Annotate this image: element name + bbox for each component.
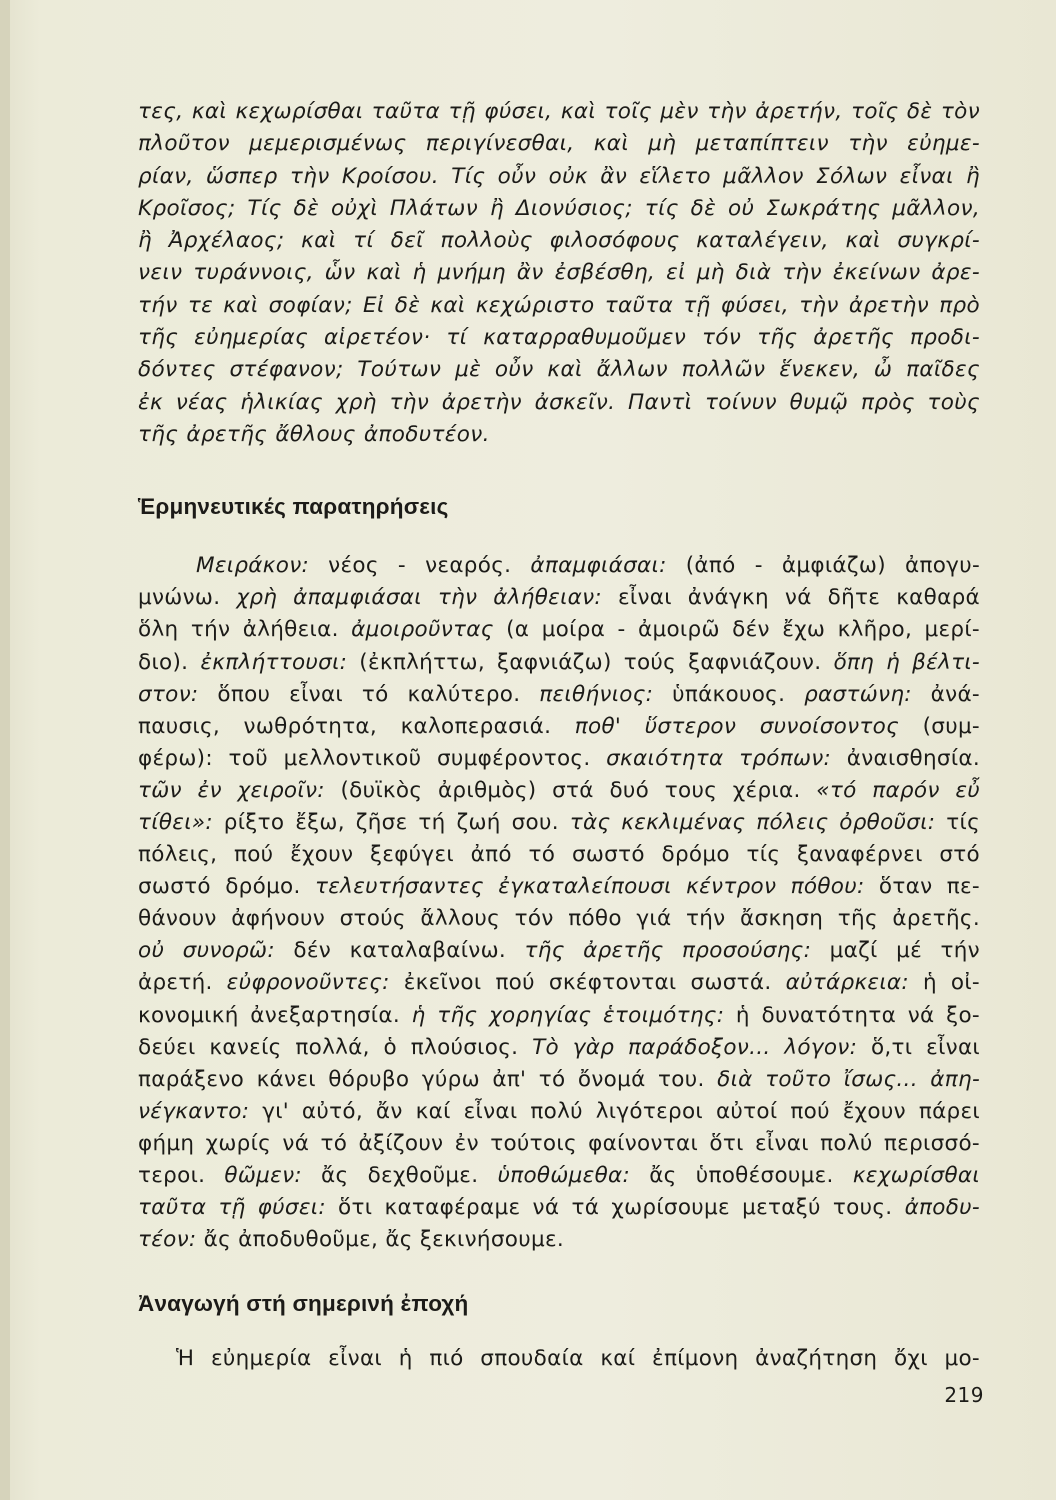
heading-modern-application: Ἀναγωγή στή σημερινή ἐποχή bbox=[138, 1291, 469, 1317]
glossed-term: στον: bbox=[138, 681, 199, 707]
gloss-text: ὅτι καταφέραμε νά τά χωρίσουμε μεταξύ τους. bbox=[325, 1195, 905, 1221]
glossed-term: πειθήνιος: bbox=[539, 681, 654, 707]
glossed-term: Τὸ γὰρ παράδοξον... λόγον: bbox=[532, 1034, 858, 1060]
gloss-text: παυσις, νωθρότητα, καλοπερασιά. bbox=[138, 713, 575, 739]
gloss-text: τεροι. bbox=[138, 1163, 225, 1189]
glossed-term: σκαιότητα τρόπων: bbox=[606, 745, 832, 771]
note-line bbox=[138, 1128, 980, 1160]
note-line bbox=[138, 582, 980, 614]
glossed-term: χρὴ ἀπαμφιάσαι τὴν ἀλήθειαν: bbox=[236, 585, 602, 611]
page-content bbox=[138, 96, 980, 1375]
glossed-term: τῆς ἀρετῆς προσούσης: bbox=[524, 938, 812, 964]
passage-line: τες, καὶ κεχωρίσθαι ταῦτα τῇ φύσει, καὶ τοῖς μὲν τὴν ἀρετήν, τοῖς δὲ τὸν bbox=[138, 99, 980, 124]
glossed-term: Μειράκον: bbox=[196, 553, 310, 579]
gloss-text: ἄς ἀποδυθοῦμε, ἄς ξεκινήσουμε. bbox=[196, 1227, 564, 1253]
note-line bbox=[138, 711, 980, 743]
interpretive-notes-paragraph bbox=[138, 550, 980, 1256]
heading-interpretive-notes: Ἑρμηνευτικές παρατηρήσεις bbox=[138, 494, 449, 520]
gloss-text: ἀρετή. bbox=[138, 970, 227, 996]
note-line bbox=[138, 743, 980, 775]
glossed-term: τῶν ἐν χειροῖν: bbox=[138, 777, 325, 803]
gloss-text: φήμη χωρίς νά τό ἀξίζουν ἐν τούτοις φαίνονται ὅτι εἶναι πολύ περισσό- bbox=[138, 1130, 980, 1156]
passage-line: ρίαν, ὥσπερ τὴν Κροίσου. Τίς οὖν οὐκ ἂν εἵλετο μᾶλλον Σόλων εἶναι ἢ bbox=[138, 163, 980, 189]
gloss-text: ἐκεῖνοι πού σκέφτονται σωστά. bbox=[389, 970, 786, 996]
gloss-text: (α μοίρα - ἀμοιρῶ δέν ἔχω κλῆρο, μερί- bbox=[493, 617, 980, 643]
glossed-term: ἀπαμφιάσαι: bbox=[530, 553, 667, 579]
glossed-term: ἀμοιροῦντας bbox=[351, 617, 494, 643]
gloss-text: (ἐκπλήττω, ξαφνιάζω) τούς ξαφνιάζουν. bbox=[347, 649, 834, 675]
gloss-text: ἡ δυνατότητα νά ξο- bbox=[724, 1002, 980, 1028]
note-line bbox=[138, 775, 980, 807]
gloss-text: δεύει κανείς πολλά, ὁ πλούσιος. bbox=[138, 1034, 533, 1060]
note-line bbox=[138, 550, 980, 582]
gloss-text: δέν καταλαβαίνω. bbox=[274, 938, 525, 964]
note-line bbox=[138, 903, 980, 935]
gloss-text: ὅταν πε- bbox=[864, 874, 980, 900]
modern-text-line: Ἡ εὐημερία εἶναι ἡ πιό σπουδαία καί ἐπίμονη ἀναζήτηση ὄχι μο- bbox=[176, 1346, 980, 1372]
gloss-text: εἶναι ἀνάγκη νά δῆτε καθαρά bbox=[601, 585, 980, 611]
gloss-text: τίς bbox=[935, 810, 980, 836]
note-line bbox=[138, 1032, 980, 1064]
note-line bbox=[138, 1224, 980, 1256]
passage-line: πλοῦτον μεμερισμένως περιγίνεσθαι, καὶ μὴ μεταπίπτειν τὴν εὐημε- bbox=[138, 131, 980, 157]
gloss-text: γι' αὐτό, ἄν καί εἶναι πολύ λιγότεροι αὐτοί πού ἔχουν πάρει bbox=[249, 1098, 980, 1124]
gloss-text: πόλεις, πού ἔχουν ξεφύγει ἀπό τό σωστό δρόμο τίς ξαναφέρνει στό bbox=[138, 842, 980, 868]
ancient-greek-passage bbox=[138, 96, 980, 451]
gloss-text: κονομική ἀνεξαρτησία. bbox=[138, 1002, 412, 1028]
note-line bbox=[138, 1096, 980, 1128]
note-line bbox=[138, 807, 980, 839]
gloss-text: σωστό δρόμο. bbox=[138, 874, 316, 900]
gloss-text: ἀνά- bbox=[911, 681, 980, 707]
note-line bbox=[138, 967, 980, 999]
passage-line: ἐκ νέας ἡλικίας χρὴ τὴν ἀρετὴν ἀσκεῖν. Παντὶ τοίνυν θυμῷ πρὸς τοὺς bbox=[138, 389, 980, 415]
gloss-text: ὑπάκουος. bbox=[653, 681, 805, 707]
gloss-text: (συμ- bbox=[899, 713, 980, 739]
glossed-term: ραστώνη: bbox=[804, 681, 912, 707]
glossed-term: κεχωρίσθαι bbox=[852, 1163, 980, 1189]
glossed-term: ὅπη ἡ βέλτι- bbox=[833, 649, 980, 675]
gloss-text: παράξενο κάνει θόρυβο γύρω ἀπ' τό ὄνομά του. bbox=[138, 1066, 718, 1092]
glossed-term: οὐ συνορῶ: bbox=[138, 938, 275, 964]
glossed-term: τίθει»: bbox=[138, 810, 213, 836]
glossed-term: τὰς κεκλιμένας πόλεις ὀρθοῦσι: bbox=[569, 810, 936, 836]
note-line bbox=[138, 1160, 980, 1192]
gloss-text: μνώνω. bbox=[138, 585, 237, 611]
glossed-term: νέγκαντο: bbox=[138, 1098, 250, 1124]
gloss-text: ἄς δεχθοῦμε. bbox=[301, 1163, 498, 1189]
page-number: 219 bbox=[944, 1383, 984, 1407]
passage-line: τῆς ἀρετῆς ἄθλους ἀποδυτέον. bbox=[138, 421, 490, 447]
glossed-term: τελευτήσαντες ἐγκαταλείπουσι κέντρον πόθου: bbox=[315, 874, 865, 900]
gloss-text: (ἀπό - ἀμφιάζω) ἀπογυ- bbox=[666, 553, 981, 579]
gloss-text: ὅπου εἶναι τό καλύτερο. bbox=[198, 681, 540, 707]
glossed-term: εὐφρονοῦντες: bbox=[226, 970, 390, 996]
passage-line: τήν τε καὶ σοφίαν; Εἰ δὲ καὶ κεχώριστο ταῦτα τῇ φύσει, τὴν ἀρετὴν πρὸ bbox=[138, 292, 980, 318]
gloss-text: φέρω): τοῦ μελλοντικοῦ συμφέροντος. bbox=[138, 745, 607, 771]
glossed-term: αὐτάρκεια: bbox=[785, 970, 909, 996]
gloss-text: ἀναισθησία. bbox=[831, 745, 980, 771]
glossed-term: «τό παρόν εὖ bbox=[816, 777, 980, 803]
passage-line: ἢ Ἀρχέλαος; καὶ τί δεῖ πολλοὺς φιλοσόφους καταλέγειν, καὶ συγκρί- bbox=[138, 228, 980, 254]
gloss-text: διο). bbox=[138, 649, 201, 675]
glossed-term: τέον: bbox=[138, 1227, 197, 1253]
gloss-text: ἡ οἰ- bbox=[908, 970, 980, 996]
passage-line: δόντες στέφανον; Τούτων μὲ οὖν καὶ ἄλλων πολλῶν ἕνεκεν, ὦ παῖδες bbox=[138, 357, 980, 383]
glossed-term: ποθ' ὕστερον συνοίσοντος bbox=[574, 713, 900, 739]
glossed-term: ταῦτα τῇ φύσει: bbox=[138, 1195, 326, 1221]
gloss-text: νέος - νεαρός. bbox=[309, 553, 531, 579]
note-line bbox=[138, 1000, 980, 1032]
gloss-text: ὅ,τι εἶναι bbox=[857, 1034, 981, 1060]
note-line bbox=[138, 935, 980, 967]
note-line bbox=[138, 1064, 980, 1096]
glossed-term: ἐκπλήττουσι: bbox=[200, 649, 348, 675]
glossed-term: ὑποθώμεθα: bbox=[497, 1163, 631, 1189]
passage-line: Κροῖσος; Τίς δὲ οὐχὶ Πλάτων ἢ Διονύσιος; τίς δὲ οὐ Σωκράτης μᾶλλον, bbox=[138, 195, 980, 221]
glossed-term: διὰ τοῦτο ἴσως... ἀπη- bbox=[717, 1066, 980, 1092]
note-line bbox=[138, 1192, 980, 1224]
note-line bbox=[138, 839, 980, 871]
passage-line: τῆς εὐημερίας αἱρετέον· τί καταρραθυμοῦμεν τόν τῆς ἀρετῆς προδι- bbox=[138, 325, 980, 351]
gloss-text: ρίξτο ἔξω, ζῆσε τή ζωή σου. bbox=[212, 810, 570, 836]
note-line bbox=[138, 871, 980, 903]
glossed-term: ἡ τῆς χορηγίας ἑτοιμότης: bbox=[411, 1002, 725, 1028]
glossed-term: θῶμεν: bbox=[224, 1163, 302, 1189]
note-line bbox=[138, 679, 980, 711]
gloss-text: θάνουν ἀφήνουν στούς ἄλλους τόν πόθο γιά τήν ἄσκηση τῆς ἀρετῆς. bbox=[138, 906, 980, 932]
gloss-text: ἄς ὑποθέσουμε. bbox=[630, 1163, 853, 1189]
modern-application-paragraph bbox=[138, 1343, 980, 1375]
glossed-term: ἀποδυ- bbox=[904, 1195, 980, 1221]
note-line bbox=[138, 614, 980, 646]
passage-line: νειν τυράννοις, ὧν καὶ ἡ μνήμη ἂν ἐσβέσθη, εἰ μὴ διὰ τὴν ἐκείνων ἀρε- bbox=[138, 260, 980, 286]
note-line bbox=[138, 647, 980, 679]
gloss-text: (δυϊκὸς ἀριθμὸς) στά δυό τους χέρια. bbox=[324, 777, 817, 803]
gloss-text: μαζί μέ τήν bbox=[811, 938, 980, 964]
gloss-text: ὅλη τήν ἀλήθεια. bbox=[138, 617, 352, 643]
